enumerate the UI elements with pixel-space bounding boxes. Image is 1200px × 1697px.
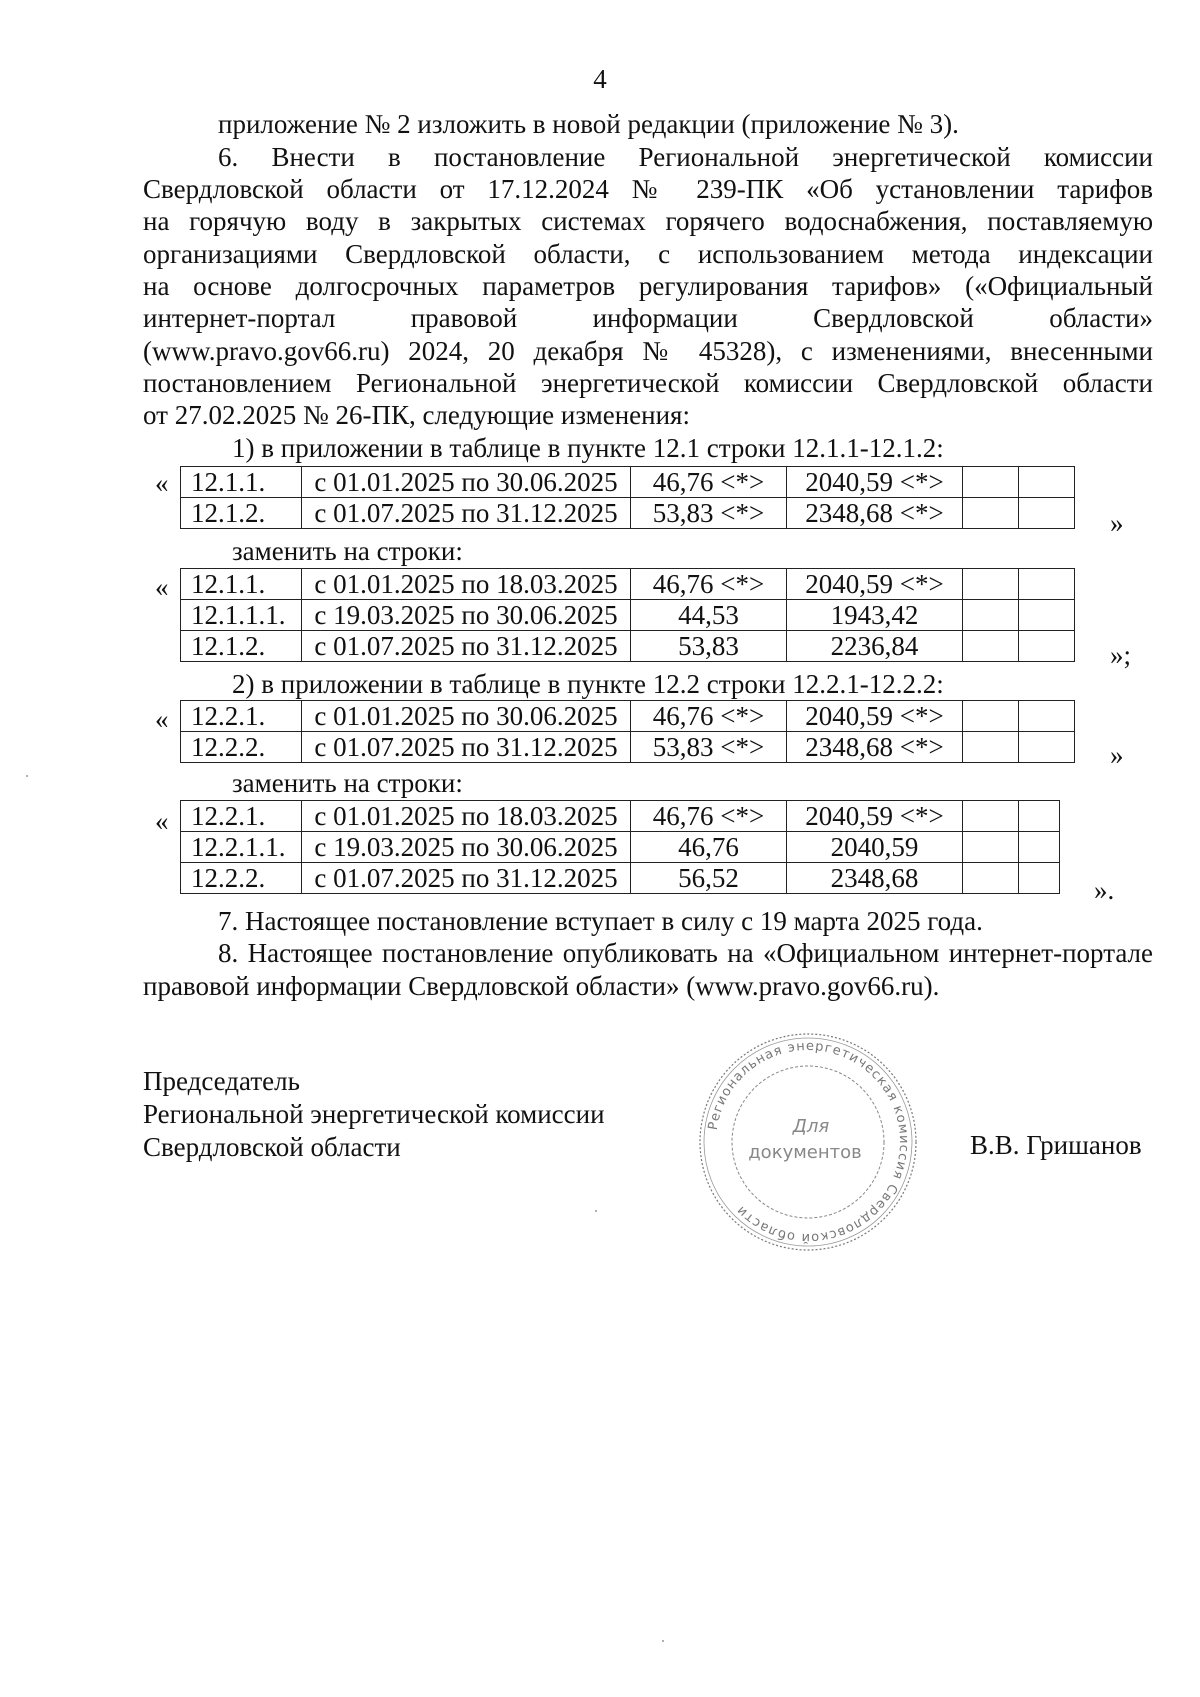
tariff-component-cell: 2236,84 (787, 631, 963, 662)
signature-title-line: Региональной энергетической комиссии (143, 1099, 605, 1129)
tariff-component-cell: 46,76 <*> (631, 569, 787, 600)
tariff-component-cell: 56,52 (631, 863, 787, 894)
open-quote: « (155, 572, 169, 602)
close-quote-period: ». (1094, 875, 1115, 905)
paragraph-8: 8. Настоящее постановление опубликовать на «Официальном интернет-портале правовой информации Свердловской области» (www.pravo.gov66.ru). (143, 938, 1153, 1001)
empty-cell (963, 631, 1019, 662)
empty-cell (963, 600, 1019, 631)
period-cell: с 19.03.2025 по 30.06.2025 (302, 832, 631, 863)
row-number-cell: 12.2.2. (181, 863, 302, 894)
period-cell: с 01.01.2025 по 30.06.2025 (302, 701, 631, 732)
item-2-text: 2) в приложении в таблице в пункте 12.2 строки 12.2.1-12.2.2: (232, 669, 944, 699)
period-cell: с 01.01.2025 по 30.06.2025 (302, 467, 631, 498)
empty-cell (963, 569, 1019, 600)
tariff-component-cell: 46,76 <*> (631, 701, 787, 732)
table-row (181, 600, 1075, 631)
signature-title (143, 1065, 605, 1164)
empty-cell (963, 801, 1019, 832)
scan-speck (26, 775, 28, 777)
table-row (181, 498, 1075, 529)
table-12-2-new (180, 800, 1060, 894)
row-number-cell: 12.1.2. (181, 498, 302, 529)
tariff-component-cell: 53,83 <*> (631, 498, 787, 529)
table-row (181, 631, 1075, 662)
empty-cell (963, 498, 1019, 529)
paragraph-6-line: на горячую воду в закрытых системах горячего водоснабжения, поставляемую (143, 206, 1153, 236)
intro-paragraph: приложение № 2 изложить в новой редакции (приложение № 3). (218, 109, 959, 139)
replace-label: заменить на строки: (232, 536, 463, 566)
row-number-cell: 12.2.1. (181, 801, 302, 832)
row-number-cell: 12.2.1. (181, 701, 302, 732)
page-number: 4 (593, 64, 607, 94)
seal-center-line: Для (792, 1116, 830, 1137)
tariff-component-cell: 44,53 (631, 600, 787, 631)
empty-cell (1019, 498, 1075, 529)
empty-cell (963, 832, 1019, 863)
table-row (181, 832, 1060, 863)
empty-cell (963, 467, 1019, 498)
row-number-cell: 12.1.2. (181, 631, 302, 662)
close-quote: » (1110, 508, 1124, 538)
tariff-component-cell: 53,83 (631, 631, 787, 662)
table-row (181, 732, 1075, 763)
paragraph-6-line: организациями Свердловской области, с использованием метода индексации (143, 239, 1153, 269)
paragraph-6-line: интернет-портал правовой информации Свердловской области» (143, 303, 1153, 333)
signatory-name: В.В. Гришанов (970, 1130, 1142, 1160)
tariff-component-cell: 2040,59 <*> (787, 801, 963, 832)
empty-cell (1019, 631, 1075, 662)
paragraph-6-line: постановлением Региональной энергетической комиссии Свердловской области (143, 368, 1153, 398)
seal-center-line: документов (748, 1142, 862, 1163)
paragraph-7: 7. Настоящее постановление вступает в силу с 19 марта 2025 года. (218, 906, 983, 936)
tariff-component-cell: 2348,68 <*> (787, 732, 963, 763)
table-12-1-old (180, 466, 1075, 529)
empty-cell (1019, 832, 1060, 863)
tariff-component-cell: 2348,68 <*> (787, 498, 963, 529)
empty-cell (1019, 467, 1075, 498)
row-number-cell: 12.1.1. (181, 467, 302, 498)
empty-cell (1019, 569, 1075, 600)
seal-ring-text: Региональная энергетическая комиссия Свердловской области (705, 1038, 912, 1246)
table-row (181, 863, 1060, 894)
period-cell: с 01.01.2025 по 18.03.2025 (302, 801, 631, 832)
table-12-2-old (180, 700, 1075, 763)
signature-title-line: Свердловской области (143, 1132, 401, 1162)
row-number-cell: 12.1.1. (181, 569, 302, 600)
tariff-component-cell: 1943,42 (787, 600, 963, 631)
empty-cell (1019, 732, 1075, 763)
item-1-text: 1) в приложении в таблице в пункте 12.1 строки 12.1.1-12.1.2: (232, 433, 944, 463)
row-number-cell: 12.2.1.1. (181, 832, 302, 863)
scan-speck (595, 1210, 597, 1212)
replace-label: заменить на строки: (232, 768, 463, 798)
table-row (181, 801, 1060, 832)
period-cell: с 01.07.2025 по 31.12.2025 (302, 631, 631, 662)
row-number-cell: 12.2.2. (181, 732, 302, 763)
table-row (181, 569, 1075, 600)
tariff-component-cell: 46,76 (631, 832, 787, 863)
period-cell: с 01.07.2025 по 31.12.2025 (302, 732, 631, 763)
open-quote: « (155, 468, 169, 498)
signature-title-line: Председатель (143, 1066, 300, 1096)
row-number-cell: 12.1.1.1. (181, 600, 302, 631)
tariff-component-cell: 2040,59 <*> (787, 569, 963, 600)
official-seal-stamp (693, 1030, 923, 1255)
period-cell: с 01.01.2025 по 18.03.2025 (302, 569, 631, 600)
tariff-component-cell: 46,76 <*> (631, 801, 787, 832)
tariff-component-cell: 2040,59 (787, 832, 963, 863)
empty-cell (963, 732, 1019, 763)
paragraph-6-line: от 27.02.2025 № 26-ПК, следующие изменения: (143, 400, 690, 430)
period-cell: с 19.03.2025 по 30.06.2025 (302, 600, 631, 631)
scan-speck (662, 1640, 664, 1642)
paragraph-6-line: Свердловской области от 17.12.2024 № 239-ПК «Об установлении тарифов (143, 174, 1153, 204)
period-cell: с 01.07.2025 по 31.12.2025 (302, 863, 631, 894)
open-quote: « (155, 704, 169, 734)
paragraph-6-line: 6. Внести в постановление Региональной энергетической комиссии (218, 142, 1153, 172)
empty-cell (1019, 801, 1060, 832)
tariff-component-cell: 53,83 <*> (631, 732, 787, 763)
empty-cell (1019, 701, 1075, 732)
close-quote: » (1110, 740, 1124, 770)
period-cell: с 01.07.2025 по 31.12.2025 (302, 498, 631, 529)
tariff-component-cell: 2040,59 <*> (787, 701, 963, 732)
empty-cell (1019, 600, 1075, 631)
table-row (181, 467, 1075, 498)
table-row (181, 701, 1075, 732)
empty-cell (1019, 863, 1060, 894)
paragraph-6-line: на основе долгосрочных параметров регулирования тарифов» («Официальный (143, 271, 1153, 301)
tariff-component-cell: 2348,68 (787, 863, 963, 894)
close-quote-semicolon: »; (1110, 640, 1132, 670)
tariff-component-cell: 46,76 <*> (631, 467, 787, 498)
paragraph-6-line: (www.pravo.gov66.ru) 2024, 20 декабря № 45328), с изменениями, внесенными (143, 336, 1153, 366)
empty-cell (963, 863, 1019, 894)
empty-cell (963, 701, 1019, 732)
tariff-component-cell: 2040,59 <*> (787, 467, 963, 498)
open-quote: « (155, 806, 169, 836)
table-12-1-new (180, 568, 1075, 662)
